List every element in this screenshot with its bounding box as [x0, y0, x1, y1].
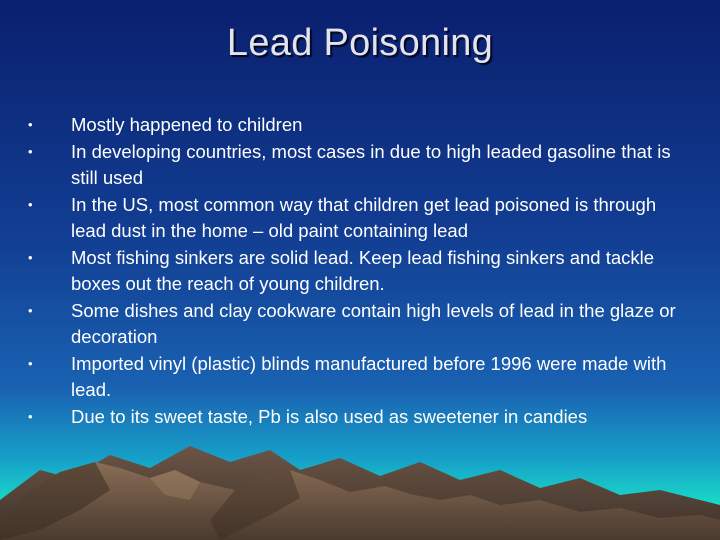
bullet-dot-icon: •: [28, 143, 33, 159]
bullet-text: In the US, most common way that children get lead poisoned is through lead dust in the home – old paint containing lead: [71, 193, 657, 241]
bullet-dot-icon: •: [28, 196, 33, 212]
bullet-text: Most fishing sinkers are solid lead. Keep lead fishing sinkers and tackle boxes out the reach of young children.: [71, 246, 655, 294]
bullet-list: [28, 112, 688, 430]
slide-title: Lead Poisoning: [226, 22, 494, 64]
bullet-dot-icon: •: [28, 408, 33, 424]
bullet-text: Mostly happened to children: [71, 114, 303, 135]
bullet-dot-icon: •: [28, 355, 33, 371]
bullet-dot-icon: •: [28, 302, 33, 318]
bullet-text: Some dishes and clay cookware contain high levels of lead in the glaze or decoration: [71, 299, 676, 347]
bullet-dot-icon: •: [28, 249, 33, 265]
bullet-item: [28, 112, 688, 139]
bullet-item: [28, 351, 688, 404]
bullet-text: Imported vinyl (plastic) blinds manufactured before 1996 were made with lead.: [71, 352, 667, 400]
bullet-item: [28, 139, 688, 192]
bullet-item: [28, 192, 688, 245]
bullet-item: [28, 245, 688, 298]
bullet-text: Due to its sweet taste, Pb is also used as sweetener in candies: [71, 405, 588, 427]
bullet-text: In developing countries, most cases in due to high leaded gasoline that is still used: [71, 140, 671, 188]
bullet-dot-icon: •: [28, 117, 33, 132]
bullet-item: [28, 404, 688, 431]
bullet-item: [28, 298, 688, 351]
